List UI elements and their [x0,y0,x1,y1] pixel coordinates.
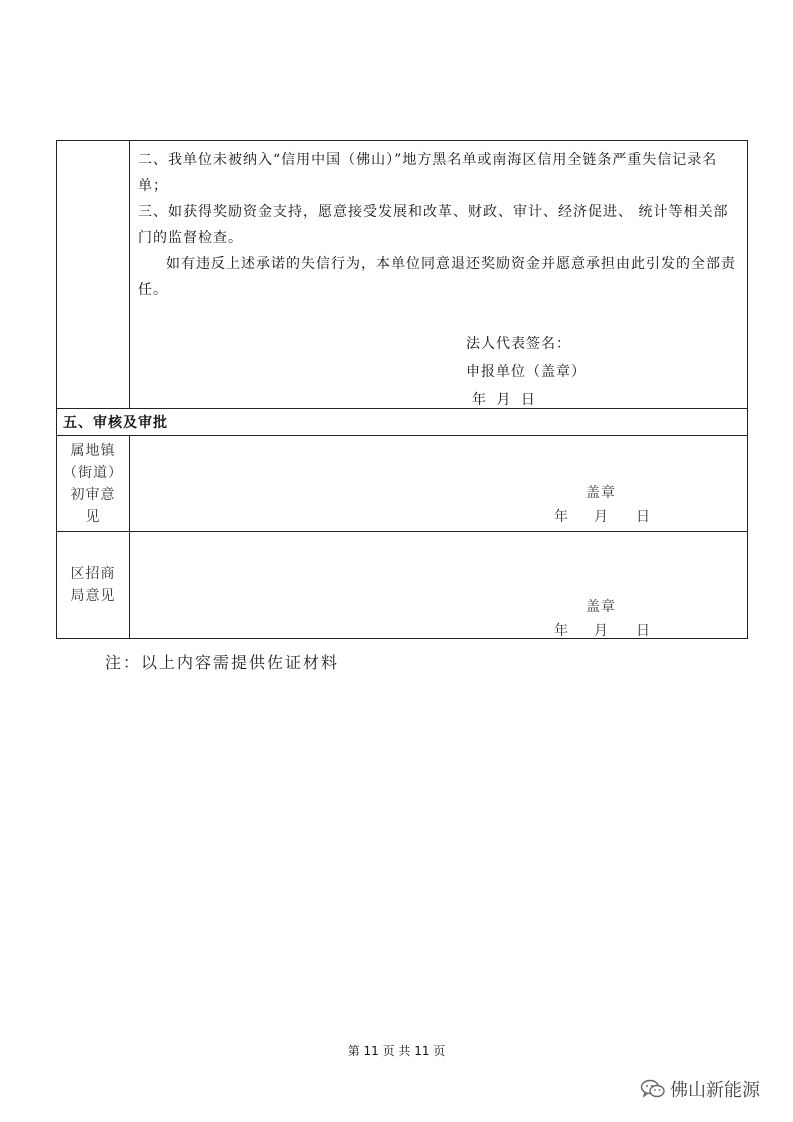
town-label-line: 初审意 [70,486,116,503]
pledge-breach-clause: 如有违反上述承诺的失信行为，本单位同意退还奖励资金并愿意承担由此引发的全部责任。 [138,256,736,298]
town-opinion-field[interactable] [130,436,748,532]
town-seal-label: 盖章 [586,485,616,501]
footnote: 注：以上内容需提供佐证材料 [105,653,340,672]
pledge-item-3: 三、如获得奖励资金支持，愿意接受发展和改革、财政、审计、经济促进、 统计等相关部门的监督检查。 [138,204,729,246]
town-label-line: （街道） [63,464,123,481]
wechat-icon [640,1079,666,1099]
pledge-label-cell [57,141,130,409]
town-label-line: 见 [85,508,101,525]
page-footer: 第 11 页 共 11 页 [347,1044,446,1058]
town-date-day: 日 [636,509,650,525]
review-form-table [56,140,748,639]
town-date-year: 年 [554,509,568,525]
bureau-opinion-label [57,532,130,639]
pledge-content-cell [130,141,748,409]
bureau-date-month: 月 [594,623,608,639]
watermark [640,1076,760,1102]
bureau-seal-label: 盖章 [586,599,616,615]
pledge-date-label: 年 月 日 [472,392,536,408]
town-date-month: 月 [594,509,608,525]
section-5-heading: 五、审核及审批 [57,409,748,436]
town-opinion-label [57,436,130,532]
bureau-label-line: 局意见 [70,588,116,604]
applicant-seal-label: 申报单位（盖章） [466,364,586,380]
bureau-label-line: 区招商 [70,566,116,582]
town-label-line: 属地镇 [70,442,116,459]
legal-rep-signature-label: 法人代表签名： [466,336,571,352]
bureau-opinion-field[interactable] [130,532,748,639]
bureau-date-day: 日 [636,623,650,639]
bureau-date-year: 年 [554,623,568,639]
watermark-text: 佛山新能源 [670,1080,760,1101]
pledge-item-2: 二、我单位未被纳入“信用中国（佛山）”地方黑名单或南海区信用全链条严重失信记录名单； [138,152,718,194]
pledge-text [138,147,738,303]
